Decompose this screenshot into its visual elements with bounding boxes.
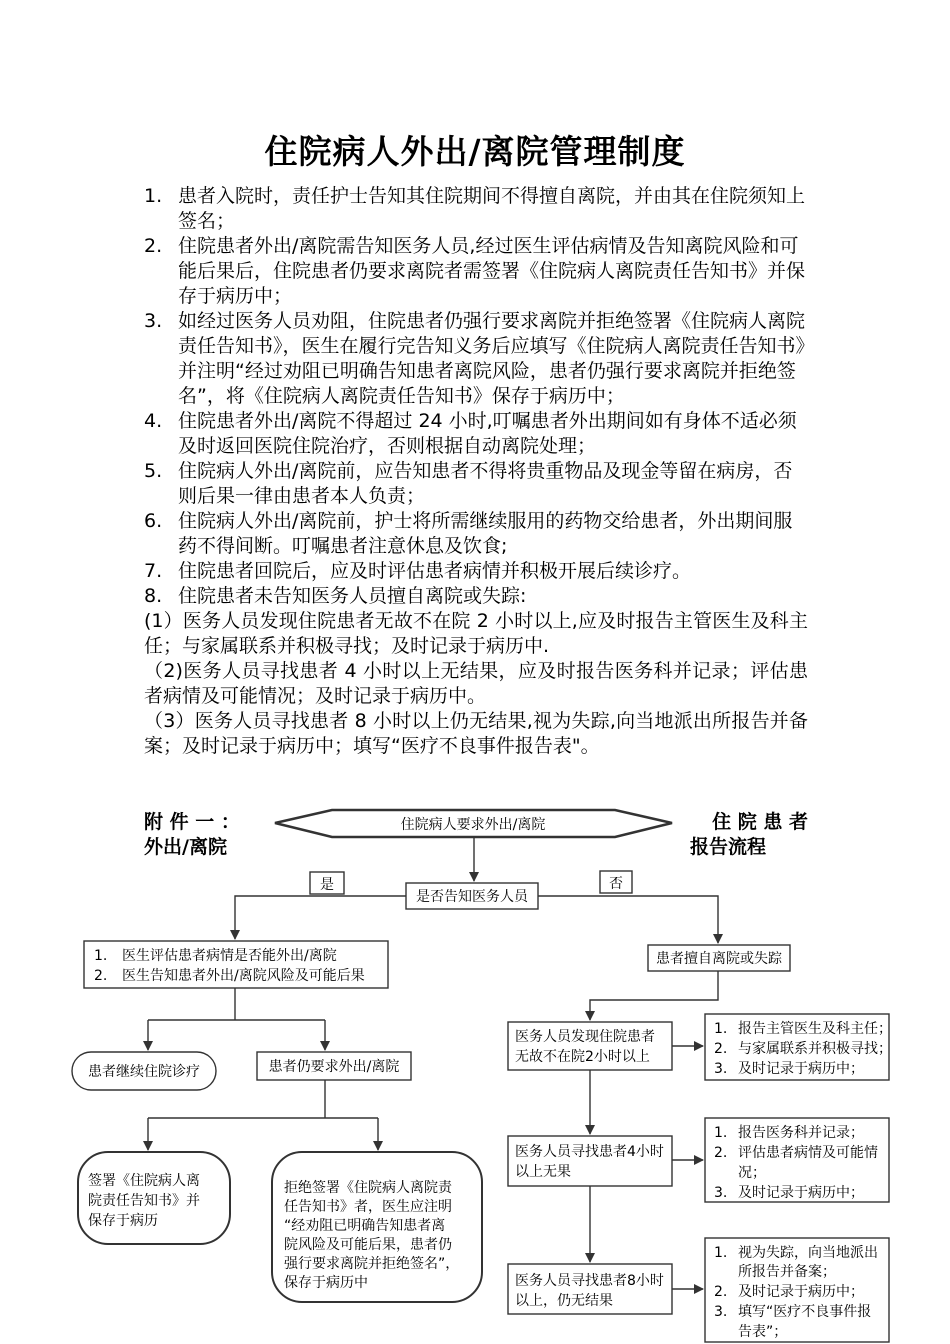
- found-2h-line: 无故不在院2小时以上: [515, 1049, 650, 1065]
- search-8h-line: 以上，仍无结果: [515, 1293, 613, 1309]
- list-number: 2.: [714, 1284, 728, 1300]
- continue-stay-label: 患者继续住院诊疗: [88, 1064, 200, 1080]
- actions-8h-line: 及时记录于病历中；: [738, 1284, 864, 1300]
- rule-number: 4.: [144, 410, 163, 432]
- search-4h-line: 以上无果: [515, 1164, 571, 1180]
- actions-8h-line: 告表”；: [738, 1324, 788, 1340]
- list-number: 2.: [714, 1041, 728, 1057]
- start-label: 住院病人要求外出/离院: [400, 817, 546, 833]
- sign-line: 保存于病历: [88, 1213, 158, 1229]
- list-number: 1.: [94, 948, 108, 964]
- rule-text: 住院患者未告知医务人员擅自离院或失踪:: [178, 585, 527, 607]
- rule-text: 住院患者外出/离院不得超过 24 小时,叮嘱患者外出期间如有身体不适必须及时返回医院住院治疗，否则根据自动离院处理；: [178, 410, 797, 457]
- subrule-2: （2)医务人员寻找患者 4 小时以上无结果，应及时报告医务科并记录；评估患者病情及可能情况；及时记录于病历中。: [144, 660, 808, 707]
- yes-label: 是: [320, 877, 334, 893]
- page-title: 住院病人外出/离院管理制度: [264, 132, 686, 171]
- self-leave-label: 患者擅自离院或失踪: [656, 951, 782, 967]
- list-number: 3.: [714, 1185, 728, 1201]
- insist-label: 患者仍要求外出/离院: [268, 1059, 400, 1075]
- list-number: 3.: [714, 1304, 728, 1320]
- doctor-eval-line: 医生评估患者病情是否能外出/离院: [122, 948, 337, 964]
- actions-2h-line: 报告主管医生及科主任；: [738, 1021, 892, 1037]
- attachment-label-right: 住 院 患 者 报告流程: [690, 811, 808, 858]
- list-number: 1.: [714, 1021, 728, 1037]
- attachment-label-left: 附 件 一 ： 外出/离院: [144, 811, 240, 858]
- doctor-eval-line: 医生告知患者外出/离院风险及可能后果: [122, 968, 365, 984]
- subrule-3: （3）医务人员寻找患者 8 小时以上仍无结果,视为失踪,向当地派出所报告并备案；及时记录于病历中；填写“医疗不良事件报告表"。: [144, 710, 808, 757]
- list-number: 3.: [714, 1061, 728, 1077]
- rule-text: 住院病人外出/离院前，应告知患者不得将贵重物品及现金等留在病房，否则后果一律由患者本人负责；: [178, 460, 793, 507]
- refuse-line: 强行要求离院并拒绝签名”，: [284, 1256, 460, 1272]
- refuse-line: 拒绝签署《住院病人离院责: [284, 1180, 452, 1196]
- refuse-line: 任告知书》者，医生应注明: [284, 1199, 452, 1215]
- refuse-line: 保存于病历中: [284, 1275, 368, 1291]
- actions-8h-line: 填写“医疗不良事件报: [738, 1304, 872, 1320]
- rule-number: 1.: [144, 185, 163, 207]
- rule-text: 患者入院时，责任护士告知其住院期间不得擅自离院，并由其在住院须知上签名；: [178, 185, 806, 232]
- decision-label: 是否告知医务人员: [416, 889, 528, 905]
- rule-text: 住院病人外出/离院前，护士将所需继续服用的药物交给患者，外出期间服药不得间断。叮嘱患者注意休息及饮食;: [178, 510, 793, 557]
- rule-number: 3.: [144, 310, 163, 332]
- refuse-line: “经劝阻已明确告知患者离: [284, 1218, 446, 1234]
- rule-number: 7.: [144, 560, 163, 582]
- rule-number: 2.: [144, 235, 163, 257]
- actions-4h-line: 评估患者病情及可能情: [738, 1145, 878, 1161]
- actions-2h-line: 与家属联系并积极寻找；: [738, 1041, 892, 1057]
- list-number: 1.: [714, 1245, 728, 1261]
- rule-number: 8.: [144, 585, 163, 607]
- actions-4h-line: 及时记录于病历中；: [738, 1185, 864, 1201]
- rule-number: 5.: [144, 460, 163, 482]
- rule-text: 住院患者回院后，应及时评估患者病情并积极开展后续诊疗。: [178, 560, 692, 582]
- list-number: 1.: [714, 1125, 728, 1141]
- refuse-line: 院风险及可能后果，患者仍: [284, 1237, 452, 1253]
- search-8h-line: 医务人员寻找患者8小时: [515, 1273, 664, 1289]
- actions-4h-line: 况；: [738, 1165, 766, 1181]
- rule-number: 6.: [144, 510, 163, 532]
- rule-text: 如经过医务人员劝阻，住院患者仍强行要求离院并拒绝签署《住院病人离院责任告知书》，医生在履行完告知义务后应填写《住院病人离院责任告知书》并注明“经过劝阻已明确告知患者离院风险，患者仍强行要求离院并拒绝签名”，将《住院病人离院责任告知书》保存于病历中；: [178, 310, 806, 407]
- actions-2h-line: 及时记录于病历中；: [738, 1061, 864, 1077]
- actions-4h-line: 报告医务科并记录；: [738, 1125, 864, 1141]
- sign-line: 签署《住院病人离: [88, 1173, 200, 1189]
- subrule-1: (1）医务人员发现住院患者无故不在院 2 小时以上,应及时报告主管医生及科主任；与家属联系并积极寻找；及时记录于病历中.: [144, 610, 808, 657]
- search-4h-line: 医务人员寻找患者4小时: [515, 1144, 664, 1160]
- actions-8h-line: 所报告并备案；: [738, 1264, 836, 1280]
- list-number: 2.: [714, 1145, 728, 1161]
- found-2h-line: 医务人员发现住院患者: [515, 1029, 655, 1045]
- actions-8h-line: 视为失踪，向当地派出: [738, 1245, 878, 1261]
- rule-text: 住院患者外出/离院需告知医务人员,经过医生评估病情及告知离院风险和可能后果后，住院患者仍要求离院者需签署《住院病人离院责任告知书》并保存于病历中；: [178, 235, 806, 307]
- list-number: 2.: [94, 968, 108, 984]
- sign-line: 院责任告知书》并: [88, 1193, 200, 1209]
- no-label: 否: [609, 876, 623, 892]
